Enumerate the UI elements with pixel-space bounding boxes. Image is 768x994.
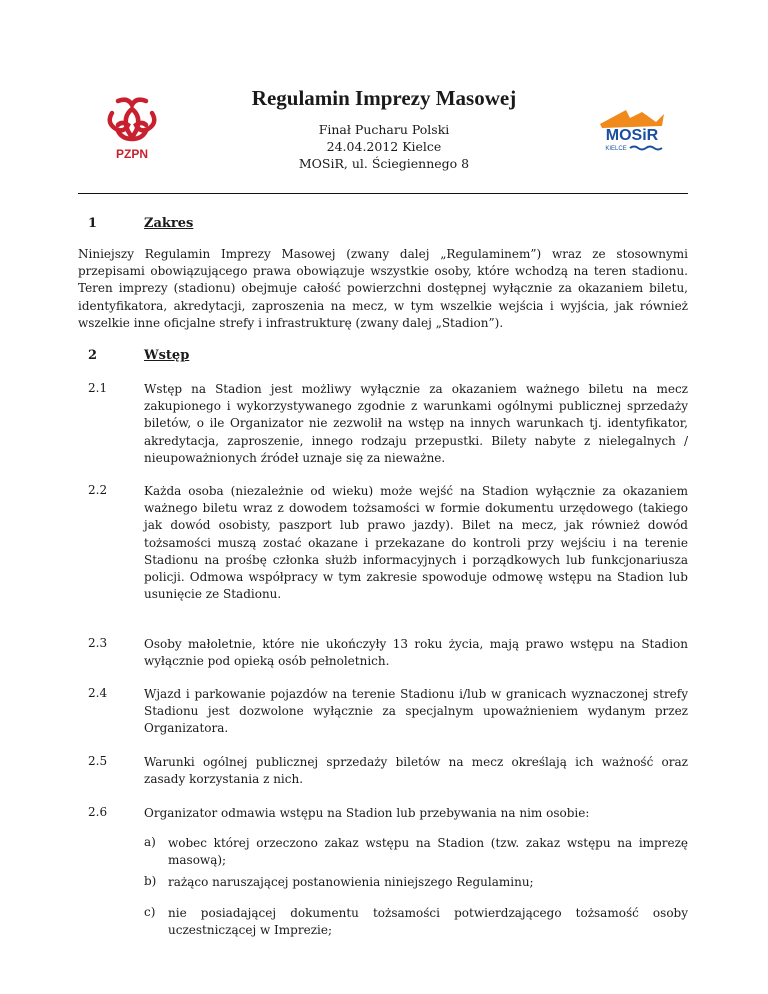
clause-text: Osoby małoletnie, które nie ukończyły 13 roku życia, mają prawo wstępu na Stadion wyłącznie pod opieką osób pełnoletnich. xyxy=(144,637,688,669)
section-title: Zakres xyxy=(144,216,194,231)
mosir-logo-text: MOSiR xyxy=(605,127,659,144)
subclause-text: wobec której orzeczono zakaz wstępu na Stadion (tzw. zakaz wstępu na imprezę masową); xyxy=(168,836,688,868)
subtitle-line: MOSiR, ul. Ściegiennego 8 xyxy=(298,156,470,171)
pzpn-logo-text: PZPN xyxy=(115,147,149,161)
clause-number: 2.6 xyxy=(88,805,108,819)
clause-text: Wstęp na Stadion jest możliwy wyłącznie za okazaniem ważnego biletu na mecz zakupionego i wykorzystywanego zgodnie z warunkami ogólnymi publicznej sprzedaży biletów, o ile Organizator nie zezwolił na wstęp na innych warunkach tj. identyfikator, akredytacja, zaproszenie, innego rodzaju przepustki. Bilety nabyte z nielegalnych / nieupoważnionych źródeł uznaje się za nieważne. xyxy=(144,382,688,465)
subtitle-line: Finał Pucharu Polski xyxy=(318,122,450,137)
subclause-text: uczestniczącej w Imprezie; xyxy=(168,923,333,937)
section-title: Wstęp xyxy=(144,348,190,363)
mosir-logo-subtext: KIELCE xyxy=(605,146,627,152)
clause-number: 2.5 xyxy=(88,754,108,768)
clause-number: 2.4 xyxy=(88,686,108,700)
section-number: 2 xyxy=(88,348,98,363)
section-paragraph: Niniejszy Regulamin Imprezy Masowej (zwany dalej „Regulaminem”) wraz ze stosownymi przepisami obowiązującego prawa obowiązuje wszystkie osoby, które wchodzą na teren stadionu. Teren imprezy (stadionu) obejmuje całość powierzchni dostępnej wyłącznie za okazaniem biletu, identyfikatora, akredytacji, zaproszenia na mecz, w tym wszelkie wejścia i wyjścia, jak również wszelkie inne oficjalne strefy i infrastrukturę (zwany dalej „Stadion”). xyxy=(78,247,688,330)
clause-number: 2.1 xyxy=(88,381,108,395)
clause-text: Każda osoba (niezależnie od wieku) może wejść na Stadion wyłącznie za okazaniem ważnego biletu wraz z dowodem tożsamości w formie dokumentu urzędowego (takiego jak dowód osobisty, paszport lub prawo jazdy). Bilet na mecz, jak również dowód tożsamości muszą zostać okazane i przekazane do kontroli przy wejściu i na terenie Stadionu na prośbę członka służb informacyjnych i porządkowych lub funkcjonariusza policji. Odmowa współpracy w tym zakresie spowoduje odmowę wstępu na Stadion lub usunięcie ze Stadionu. xyxy=(144,484,688,602)
clause-text: Wjazd i parkowanie pojazdów na terenie Stadionu i/lub w granicach wyznaczonej strefy Stadionu jest dozwolone wyłącznie za specjalnym upoważnieniem wydanym przez Organizatora. xyxy=(144,687,688,736)
subtitle-line: 24.04.2012 Kielce xyxy=(326,139,442,154)
document-title: Regulamin Imprezy Masowej xyxy=(251,86,517,110)
subclause-letter: c) xyxy=(144,905,156,919)
header-divider xyxy=(78,193,688,194)
subclause-text: rażąco naruszającej postanowienia niniejszego Regulaminu; xyxy=(168,875,534,889)
clause-number: 2.2 xyxy=(88,483,108,497)
clause-number: 2.3 xyxy=(88,636,108,650)
subclause-letter: b) xyxy=(144,874,157,888)
subclause-text: nie posiadającej dokumentu tożsamości potwierdzającego tożsamość osoby xyxy=(168,906,688,920)
clause-text: Warunki ogólnej publicznej sprzedaży biletów na mecz określają ich ważność oraz zasady korzystania z nich. xyxy=(144,755,688,787)
section-number: 1 xyxy=(88,216,98,231)
clause-text: Organizator odmawia wstępu na Stadion lub przebywania na nim osobie: xyxy=(144,806,590,820)
subclause-letter: a) xyxy=(144,835,156,849)
